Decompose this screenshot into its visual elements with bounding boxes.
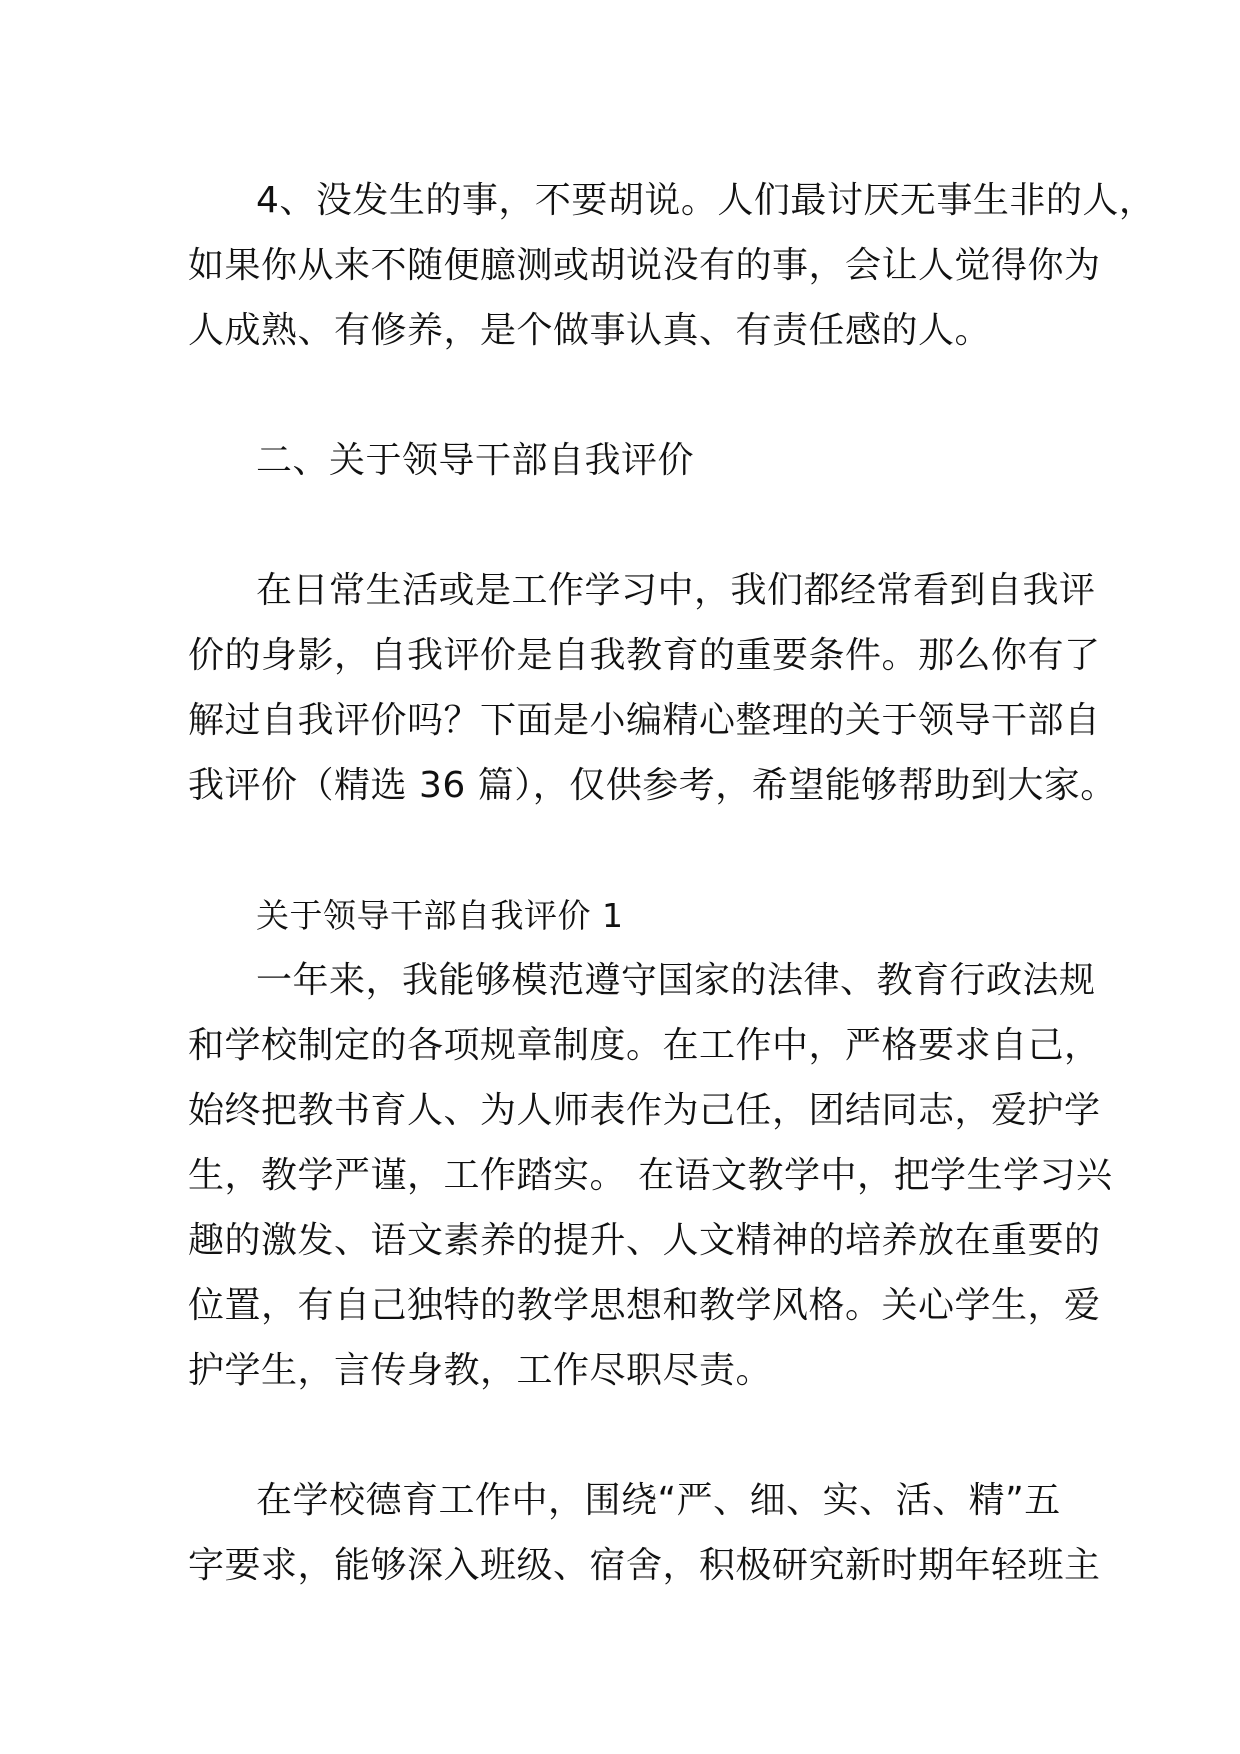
article-title: 关于领导干部自我评价 1 (256, 896, 624, 935)
text-line: 趣的激发、语文素养的提升、人文精神的培养放在重要的 (188, 1220, 1101, 1261)
text-line: 我评价（精选 36 篇），仅供参考，希望能够帮助到大家。 (188, 765, 1117, 806)
text-line: 一年来，我能够模范遵守国家的法律、教育行政法规 (256, 960, 1096, 1001)
blank-line (188, 1403, 1058, 1468)
text-line: 始终把教书育人、为人师表作为己任，团结同志，爱护学 (188, 1090, 1101, 1131)
text-line: 在日常生活或是工作学习中，我们都经常看到自我评 (256, 570, 1096, 611)
blank-line (188, 363, 1058, 428)
text-line: 护学生，言传身教，工作尽职尽责。 (188, 1350, 773, 1391)
text-line: 位置，有自己独特的教学思想和教学风格。关心学生，爱 (188, 1285, 1101, 1326)
blank-line (188, 818, 1058, 883)
section-heading: 二、关于领导干部自我评价 (256, 440, 695, 481)
article-body-paragraph (188, 948, 1113, 1403)
blank-line (188, 493, 1058, 558)
text-line: 生，教学严谨，工作踏实。 在语文教学中，把学生学习兴 (188, 1155, 1113, 1196)
text-line: 4、没发生的事，不要胡说。人们最讨厌无事生非的人， (256, 180, 1156, 221)
text-line: 如果你从来不随便臆测或胡说没有的事，会让人觉得你为 (188, 245, 1101, 286)
text-line: 价的身影，自我评价是自我教育的重要条件。那么你有了 (188, 635, 1101, 676)
intro-paragraph (188, 558, 1117, 818)
text-line: 和学校制定的各项规章制度。在工作中，严格要求自己， (188, 1025, 1101, 1066)
text-line: 解过自我评价吗？下面是小编精心整理的关于领导干部自 (188, 700, 1101, 741)
text-line: 在学校德育工作中，围绕“严、细、实、活、精”五 (256, 1480, 1061, 1521)
paragraph-item-4 (188, 168, 1156, 363)
moral-education-paragraph (188, 1468, 1101, 1598)
text-line: 人成熟、有修养，是个做事认真、有责任感的人。 (188, 310, 992, 351)
document-body (188, 168, 1156, 1598)
text-line: 字要求，能够深入班级、宿舍，积极研究新时期年轻班主 (188, 1545, 1101, 1586)
